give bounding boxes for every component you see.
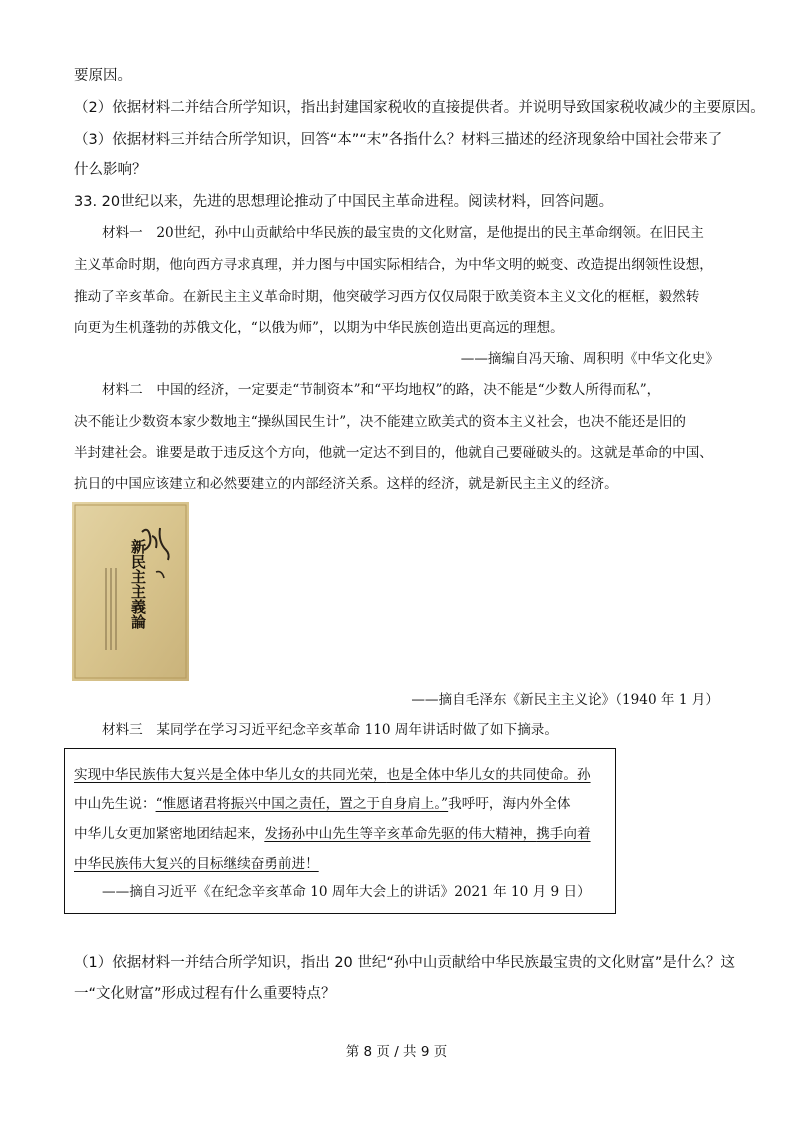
book-title: 新民主主義論 (129, 539, 147, 629)
material-2-line: 半封建社会。谁要是敢于违反这个方向，他就一定达不到目的，他就自己要碰破头的。这就是革命的中国、 (74, 445, 713, 461)
quote-underlined: 发扬孙中山先生等辛亥革命先驱的伟大精神， (264, 826, 537, 842)
question-2: （2）依据材料二并结合所学知识，指出封建国家税收的直接提供者。并说明导致国家税收减少的主要原因。 (74, 100, 765, 116)
sub-question-1-cont: 一“文化财富”形成过程有什么重要特点？ (74, 986, 336, 1002)
text-line: 要原因。 (74, 68, 132, 84)
quote-line-2 (74, 794, 570, 814)
quote-underlined: 也是全体中华儿女的共同使命。 (386, 767, 577, 783)
question-3: （3）依据材料三并结合所学知识，回答“本”“末”各指什么？材料三描述的经济现象给中国社会带来了 (74, 132, 723, 148)
quote-underlined: “惟愿诸君将振兴中国之责任，置之于自身肩上。” (155, 796, 449, 812)
quote-line-1 (74, 765, 591, 785)
material-2-line: 决不能让少数资本家少数地主“操纵国民生计”，决不能建立欧美式的资本主义社会，也决不能还是旧的 (74, 414, 687, 430)
material-2-source: ——摘自毛泽东《新民主主义论》（1940 年 1 月） (411, 692, 719, 708)
material-1-line: 向更为生机蓬勃的苏俄文化，“以俄为师”，以期为中华民族创造出更高远的理想。 (74, 320, 564, 336)
material-1-line: 推动了辛亥革命。在新民主主义革命时期，他突破学习西方仅仅局限于欧美资本主义文化的框框，毅然转 (74, 289, 700, 305)
material-2-line: 材料二 中国的经济，一定要走“节制资本”和“平均地权”的路，决不能是“少数人所得而私”， (102, 382, 661, 398)
quote-underlined: 实现中华民族伟大复兴是全体中华儿女的共同光荣， (74, 767, 387, 783)
quote-line-3 (74, 824, 591, 844)
quote-text: 中山先生说： (74, 796, 156, 812)
quote-text: 中华儿女更加紧密地团结起来， (74, 826, 265, 842)
material-1-source: ——摘编自冯天瑜、周积明《中华文化史》 (460, 351, 719, 367)
material-3-intro: 材料三 某同学在学习习近平纪念辛亥革命 110 周年讲话时做了如下摘录。 (102, 722, 558, 738)
material-2-line: 抗日的中国应该建立和必然要建立的内部经济关系。这样的经济，就是新民主主义的经济。 (74, 476, 618, 492)
question-33-title: 33. 20世纪以来，先进的思想理论推动了中国民主革命进程。阅读材料，回答问题。 (74, 194, 614, 210)
quote-source: ——摘自习近平《在纪念辛亥革命 10 周年大会上的讲话》2021 年 10 月 9 日） (102, 884, 591, 900)
material-1-line: 材料一 20世纪，孙中山贡献给中华民族的最宝贵的文化财富，是他提出的民主革命纲领。在旧民主 (102, 225, 704, 241)
quote-underlined: 中华民族伟大复兴的目标继续奋勇前进！ (74, 856, 319, 872)
quote-underlined: 孙 (576, 767, 591, 783)
quote-text: 我呼吁，海内外全体 (448, 796, 571, 812)
sub-question-1: （1）依据材料一并结合所学知识，指出 20 世纪“孙中山贡献给中华民族最宝贵的文化财富”是什么？这 (74, 955, 735, 971)
text-line: 什么影响？ (74, 162, 147, 178)
quote-line-4 (74, 854, 319, 874)
material-1-line: 主义革命时期，他向西方寻求真理，并力图与中国实际相结合，为中华文明的蜕变、改造提出纲领性设想， (74, 257, 713, 273)
page-footer: 第 8 页 / 共 9 页 (345, 1044, 448, 1060)
quote-underlined: 携手向着 (536, 826, 591, 842)
